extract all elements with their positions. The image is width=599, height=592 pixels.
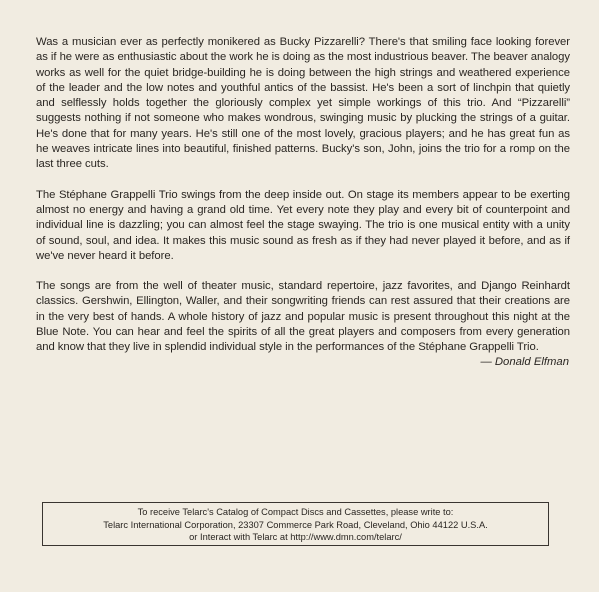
catalog-request-line: To receive Telarc's Catalog of Compact Discs and Cassettes, please write to: xyxy=(137,507,454,517)
liner-notes-body xyxy=(36,35,570,371)
catalog-info-box xyxy=(42,502,549,546)
website-line: or Interact with Telarc at http://www.dmn.com/telarc/ xyxy=(189,532,402,543)
paragraph-bucky-pizzarelli: Was a musician ever as perfectly monikered as Bucky Pizzarelli? There's that smiling face looking forever as if he were as enthusiastic about the work he is doing as the most industrious beaver. The beaver analogy works as well for the quiet bridge-building he is doing between the high strings and weathered experience of the leader and the low notes and youthful antics of the bassist. He's been a sort of linchpin that quietly and selflessly holds together the gloriously complex yet simple workings of this trio. And “Pizzarelli” suggests nothing if not someone who makes wondrous, swinging music by plucking the strings of a guitar. He's done that for many years. He's still one of the most lovely, gracious players; and he has great fun as he weaves intricate lines into beautiful, finished patterns. Bucky's son, John, joins the trio for a romp on the last three cuts. xyxy=(36,36,570,171)
paragraph-songs: The songs are from the well of theater music, standard repertoire, jazz favorites, and Django Reinhardt classics. Gershwin, Ellington, Waller, and their songwriting friends can rest assured that their creations are in the very best of hands. A whole history of jazz and popular music is present throughout this night at the Blue Note. You can hear and feel the spirits of all the great players and composers from every generation and know that they live in splendid individual style in the performances of the Stéphane Grappelli Trio. xyxy=(36,280,570,354)
mailing-address-line: Telarc International Corporation, 23307 Commerce Park Road, Cleveland, Ohio 44122 U.S.A. xyxy=(103,519,488,530)
paragraph-grappelli-trio: The Stéphane Grappelli Trio swings from the deep inside out. On stage its members appear to be exerting almost no energy and having a grand old time. Yet every note they play and every bit of counterpoint and individual line is dazzling; you can almost feel the stage swaying. The trio is one musical entity with a unity of sound, soul, and idea. It makes this music sound as fresh as if they had never played it before, and as if we've never heard it before. xyxy=(36,188,570,262)
author-signature: — Donald Elfman xyxy=(480,356,569,368)
